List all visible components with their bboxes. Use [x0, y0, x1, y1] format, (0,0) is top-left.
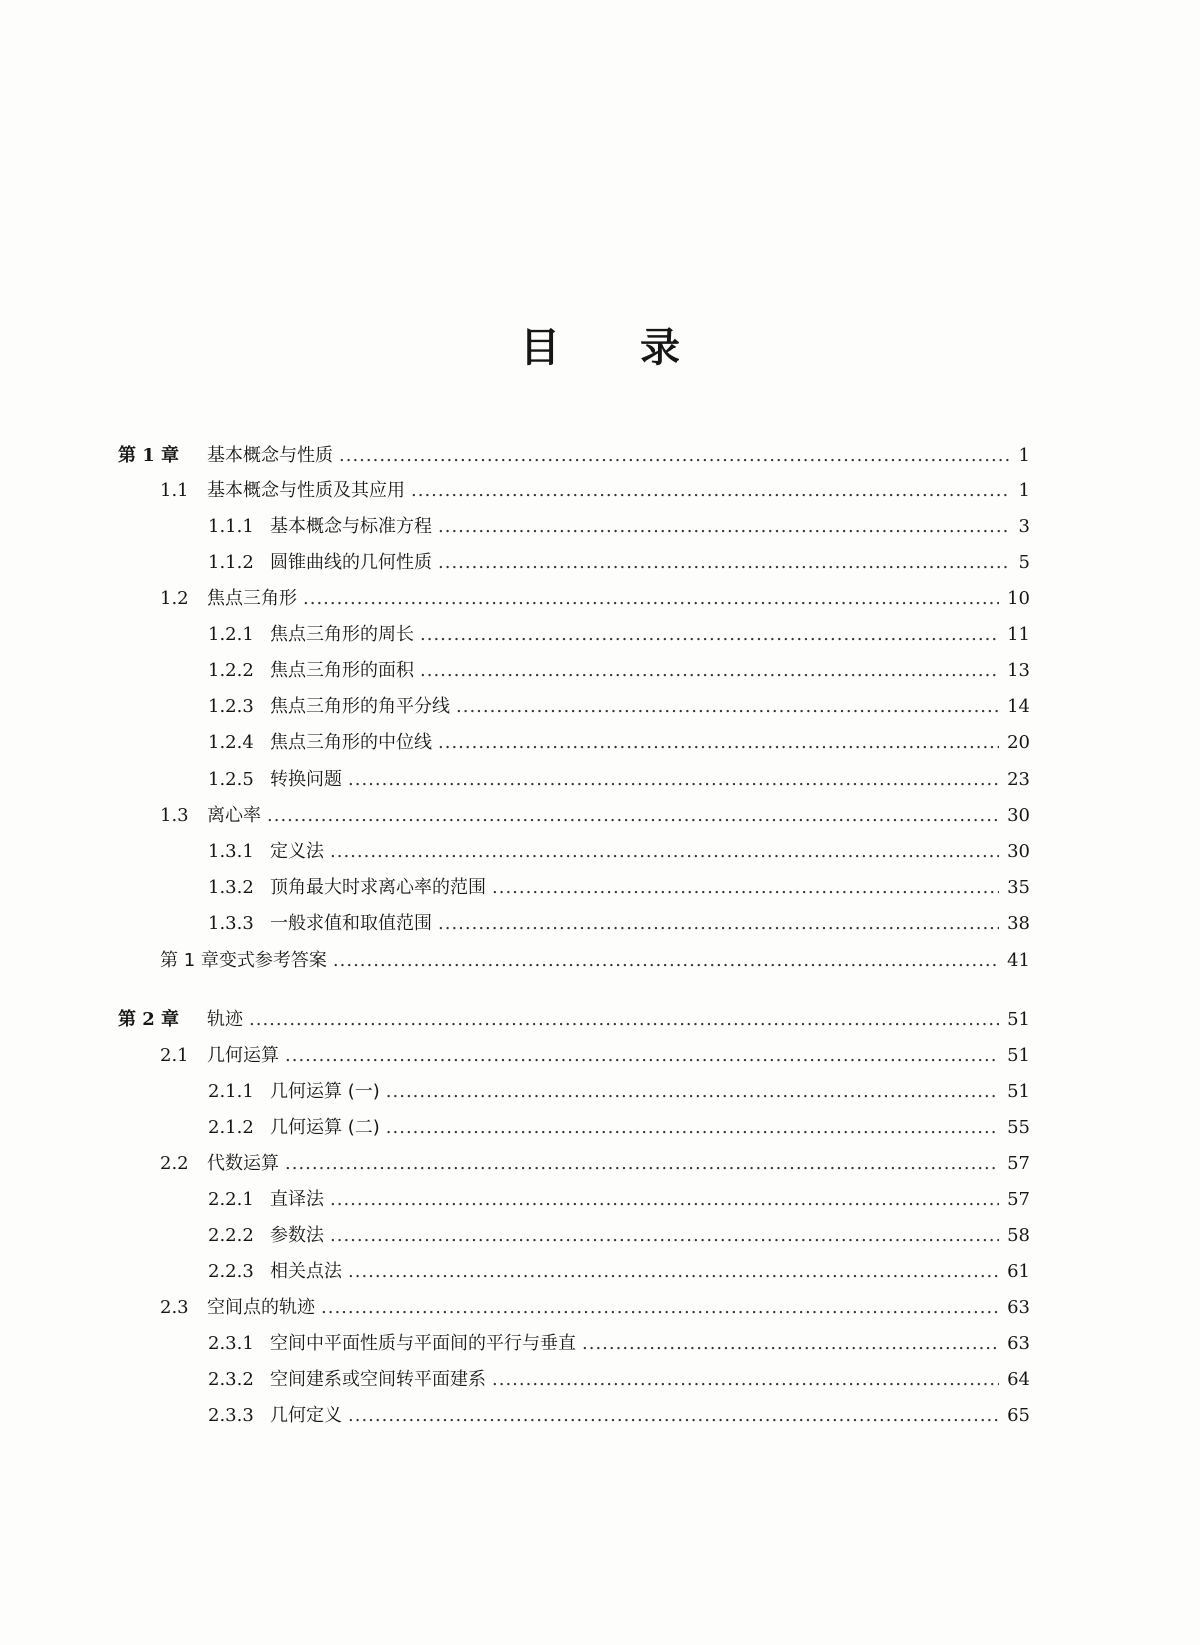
- toc-leader-dots: [582, 1329, 999, 1359]
- toc-subsection-entry[interactable]: [0, 728, 1030, 758]
- toc-entry-title: 焦点三角形的角平分线: [270, 696, 450, 717]
- toc-entry-number: 2.1.1: [208, 1081, 254, 1102]
- toc-entry-title: 几何运算 (一): [270, 1081, 380, 1102]
- toc-entry-title: 基本概念与性质: [207, 445, 333, 466]
- toc-entry-title: 焦点三角形的周长: [270, 624, 414, 645]
- toc-entry-title: 空间中平面性质与平面间的平行与垂直: [270, 1333, 576, 1354]
- toc-entry-title: 转换问题: [270, 769, 342, 790]
- toc-entry-number: 1.2.5: [208, 769, 254, 790]
- toc-subsection-entry[interactable]: [0, 1365, 1030, 1395]
- toc-entry-number: 2.2.2: [208, 1225, 254, 1246]
- toc-subsection-entry[interactable]: [0, 692, 1030, 722]
- toc-leader-dots: [348, 1401, 999, 1431]
- page-title-char-1: 目: [520, 325, 560, 371]
- toc-leader-dots: [492, 1365, 999, 1395]
- toc-section-entry[interactable]: [0, 1293, 1030, 1323]
- toc-leader-dots: [438, 512, 1011, 542]
- toc-entry-number: 1.3.1: [208, 841, 254, 862]
- toc-entry-title: 轨迹: [207, 1009, 243, 1030]
- toc-entry-title: 焦点三角形的中位线: [270, 732, 432, 753]
- toc-subsection-entry[interactable]: [0, 1257, 1030, 1287]
- toc-entry-page-number: 58: [1007, 1225, 1030, 1246]
- toc-entry-title: 离心率: [207, 805, 261, 826]
- toc-chapter-entry[interactable]: [0, 441, 1030, 471]
- toc-entry-title: 几何运算: [207, 1045, 279, 1066]
- toc-entry-page-number: 23: [1007, 769, 1030, 790]
- toc-leader-dots: [333, 946, 999, 976]
- toc-leader-dots: [386, 1113, 999, 1143]
- toc-entry-title: 圆锥曲线的几何性质: [270, 552, 432, 573]
- toc-entry-title: 代数运算: [207, 1153, 279, 1174]
- toc-leader-dots: [420, 656, 999, 686]
- toc-entry-number: 2.3.3: [208, 1405, 254, 1426]
- toc-leader-dots: [492, 873, 999, 903]
- toc-entry-number: 1.1.2: [208, 552, 254, 573]
- toc-entry-page-number: 11: [1007, 624, 1030, 645]
- toc-entry-page-number: 55: [1007, 1117, 1030, 1138]
- page-title: [0, 318, 1200, 378]
- toc-entry-number: 1.2.2: [208, 660, 254, 681]
- toc-subsection-entry[interactable]: [0, 765, 1030, 795]
- toc-leader-dots: [438, 909, 999, 939]
- toc-subsection-entry[interactable]: [0, 1329, 1030, 1359]
- toc-entry-number: 1.2: [160, 588, 189, 609]
- toc-subsection-entry[interactable]: [0, 1221, 1030, 1251]
- toc-entry-title: 第 1 章变式参考答案: [160, 950, 327, 971]
- toc-entry-title: 直译法: [270, 1189, 324, 1210]
- toc-entry-page-number: 61: [1007, 1261, 1030, 1282]
- toc-entry-number: 2.2.3: [208, 1261, 254, 1282]
- toc-entry-title: 顶角最大时求离心率的范围: [270, 877, 486, 898]
- toc-leader-dots: [249, 1005, 999, 1035]
- toc-entry-page-number: 51: [1007, 1081, 1030, 1102]
- toc-entry-number: 1.1.1: [208, 516, 254, 537]
- toc-section-entry[interactable]: [0, 476, 1030, 506]
- toc-entry-title: 一般求值和取值范围: [270, 913, 432, 934]
- toc-leader-dots: [303, 584, 999, 614]
- toc-entry-page-number: 51: [1007, 1009, 1030, 1030]
- toc-section-entry[interactable]: [0, 584, 1030, 614]
- toc-entry-title: 空间点的轨迹: [207, 1297, 315, 1318]
- toc-entry-number: 1.2.4: [208, 732, 254, 753]
- toc-subsection-entry[interactable]: [0, 548, 1030, 578]
- toc-entry-title: 焦点三角形的面积: [270, 660, 414, 681]
- toc-entry-title: 相关点法: [270, 1261, 342, 1282]
- toc-leader-dots: [420, 620, 999, 650]
- toc-subsection-entry[interactable]: [0, 873, 1030, 903]
- toc-section-entry[interactable]: [0, 1149, 1030, 1179]
- toc-entry-title: 几何定义: [270, 1405, 342, 1426]
- toc-chapter-entry[interactable]: [0, 1005, 1030, 1035]
- toc-entry-page-number: 38: [1007, 913, 1030, 934]
- toc-entry-number: 2.1: [160, 1045, 189, 1066]
- toc-leader-dots: [330, 1185, 999, 1215]
- toc-entry-title: 基本概念与标准方程: [270, 516, 432, 537]
- toc-subsection-entry[interactable]: [0, 1077, 1030, 1107]
- toc-entry-page-number: 30: [1007, 841, 1030, 862]
- toc-entry-number: 第 1 章: [118, 445, 180, 466]
- toc-entry-page-number: 63: [1007, 1297, 1030, 1318]
- toc-entry-page-number: 10: [1007, 588, 1030, 609]
- toc-entry-page-number: 64: [1007, 1369, 1030, 1390]
- toc-entry-number: 2.1.2: [208, 1117, 254, 1138]
- toc-entry-page-number: 63: [1007, 1333, 1030, 1354]
- toc-entry-title: 参数法: [270, 1225, 324, 1246]
- toc-entry-page-number: 65: [1007, 1405, 1030, 1426]
- toc-section-entry[interactable]: [0, 1041, 1030, 1071]
- toc-subsection-entry[interactable]: [0, 620, 1030, 650]
- toc-entry-title: 定义法: [270, 841, 324, 862]
- toc-leader-dots: [348, 1257, 999, 1287]
- toc-leader-dots: [438, 548, 1011, 578]
- toc-subsection-entry[interactable]: [0, 656, 1030, 686]
- toc-entry-number: 1.3.3: [208, 913, 254, 934]
- toc-entry-page-number: 57: [1007, 1189, 1030, 1210]
- toc-entry-number: 第 2 章: [118, 1009, 180, 1030]
- toc-entry-page-number: 57: [1007, 1153, 1030, 1174]
- toc-entry-title: 焦点三角形: [207, 588, 297, 609]
- toc-entry-page-number: 35: [1007, 877, 1030, 898]
- toc-subsection-entry[interactable]: [0, 1401, 1030, 1431]
- toc-leader-dots: [348, 765, 999, 795]
- toc-subsection-entry[interactable]: [0, 909, 1030, 939]
- page-title-char-2: 录: [640, 325, 680, 371]
- toc-leader-dots: [321, 1293, 999, 1323]
- toc-entry-number: 2.2: [160, 1153, 189, 1174]
- toc-leader-dots: [411, 476, 1011, 506]
- toc-entry-page-number: 3: [1018, 516, 1030, 537]
- toc-entry-number: 1.3.2: [208, 877, 254, 898]
- toc-entry-number: 1.2.3: [208, 696, 254, 717]
- toc-entry-page-number: 30: [1007, 805, 1030, 826]
- toc-subsection-entry[interactable]: [0, 1185, 1030, 1215]
- toc-entry-number: 2.3: [160, 1297, 189, 1318]
- toc-entry-title: 基本概念与性质及其应用: [207, 480, 405, 501]
- toc-entry-page-number: 20: [1007, 732, 1030, 753]
- toc-leader-dots: [456, 692, 999, 722]
- toc-leader-dots: [285, 1149, 999, 1179]
- toc-leader-dots: [330, 1221, 999, 1251]
- toc-leader-dots: [267, 801, 999, 831]
- toc-entry-page-number: 41: [1007, 950, 1030, 971]
- toc-entry-number: 1.2.1: [208, 624, 254, 645]
- toc-entry-page-number: 1: [1018, 445, 1030, 466]
- toc-subsection-entry[interactable]: [0, 512, 1030, 542]
- toc-entry-number: 2.2.1: [208, 1189, 254, 1210]
- toc-entry-page-number: 1: [1018, 480, 1030, 501]
- toc-entry-title: 几何运算 (二): [270, 1117, 380, 1138]
- toc-subsection-entry[interactable]: [0, 837, 1030, 867]
- toc-leader-dots: [285, 1041, 999, 1071]
- toc-entry-page-number: 14: [1007, 696, 1030, 717]
- toc-leader-dots: [339, 441, 1011, 471]
- toc-entry-number: 1.1: [160, 480, 189, 501]
- toc-section-entry[interactable]: [0, 946, 1030, 976]
- toc-leader-dots: [386, 1077, 999, 1107]
- toc-entry-number: 2.3.1: [208, 1333, 254, 1354]
- toc-entry-page-number: 51: [1007, 1045, 1030, 1066]
- toc-leader-dots: [330, 837, 999, 867]
- toc-entry-page-number: 13: [1007, 660, 1030, 681]
- toc-entry-page-number: 5: [1018, 552, 1030, 573]
- toc-entry-number: 2.3.2: [208, 1369, 254, 1390]
- toc-subsection-entry[interactable]: [0, 1113, 1030, 1143]
- toc-leader-dots: [438, 728, 999, 758]
- toc-section-entry[interactable]: [0, 801, 1030, 831]
- toc-entry-title: 空间建系或空间转平面建系: [270, 1369, 486, 1390]
- toc-entry-number: 1.3: [160, 805, 189, 826]
